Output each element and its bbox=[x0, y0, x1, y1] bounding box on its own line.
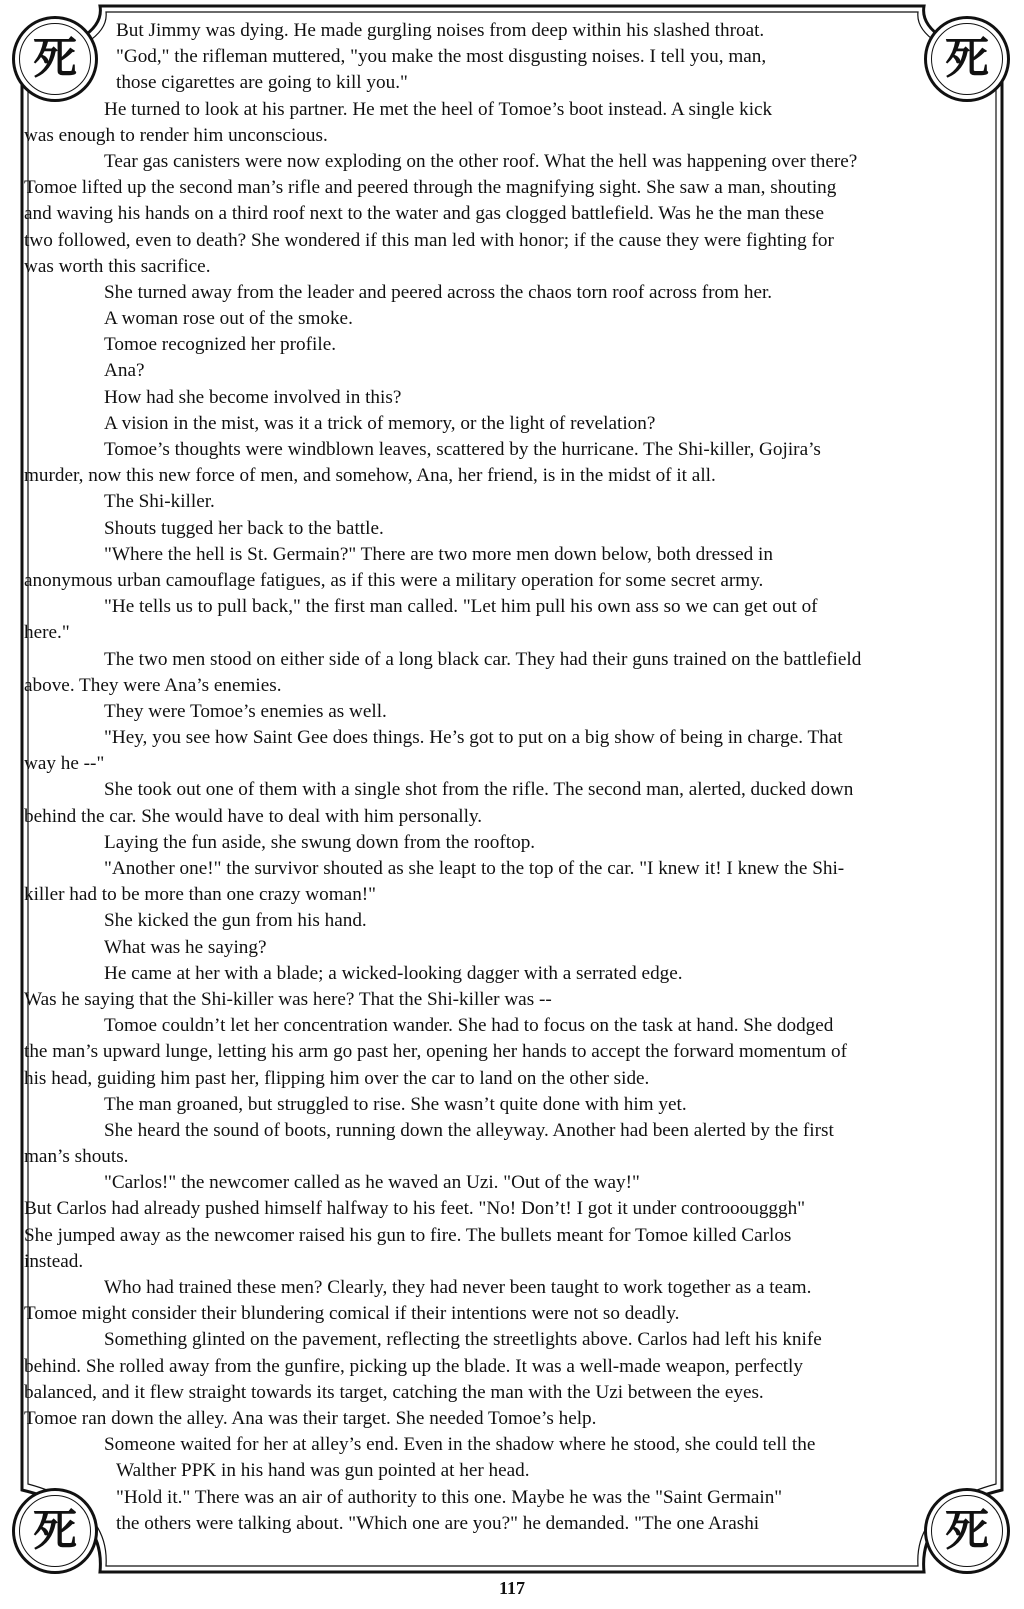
text-line: They were Tomoe’s enemies as well. bbox=[104, 700, 387, 722]
text-line: anonymous urban camouflage fatigues, as if this were a military operation for some secret army. bbox=[24, 569, 764, 591]
text-line: those cigarettes are going to kill you." bbox=[116, 72, 408, 94]
text-line: behind. She rolled away from the gunfire, picking up the blade. It was a well-made weapon, perfectly bbox=[24, 1355, 803, 1377]
death-kanji-icon: 死 bbox=[945, 1505, 989, 1556]
text-line: Tomoe’s thoughts were windblown leaves, scattered by the hurricane. The Shi-killer, Gojira’s bbox=[104, 439, 821, 460]
death-kanji-icon: 死 bbox=[945, 33, 989, 84]
text-line: man’s shouts. bbox=[24, 1146, 129, 1168]
text-line: She took out one of them with a single shot from the rifle. The second man, alerted, ducked down bbox=[104, 779, 854, 801]
text-line: He came at her with a blade; a wicked-looking dagger with a serrated edge. bbox=[104, 962, 683, 984]
story-text bbox=[24, 18, 990, 1537]
text-line: He turned to look at his partner. He met the heel of Tomoe’s boot instead. A single kick bbox=[104, 98, 773, 120]
text-line: A vision in the mist, was it a trick of memory, or the light of revelation? bbox=[104, 412, 656, 434]
text-line: "Carlos!" the newcomer called as he waved an Uzi. "Out of the way!" bbox=[104, 1172, 640, 1194]
text-line: The two men stood on either side of a long black car. They had their guns trained on the battlefield bbox=[104, 648, 862, 670]
text-line: But Carlos had already pushed himself halfway to his feet. "No! Don’t! I got it under controoougggh" bbox=[24, 1198, 806, 1220]
text-line: behind the car. She would have to deal with him personally. bbox=[24, 805, 483, 827]
text-line: Something glinted on the pavement, reflecting the streetlights above. Carlos had left his knife bbox=[104, 1329, 822, 1351]
text-line: killer had to be more than one crazy woman!" bbox=[24, 884, 377, 906]
text-line: "Another one!" the survivor shouted as she leapt to the top of the car. "I knew it! I knew the Shi- bbox=[104, 858, 845, 879]
text-line: Tomoe couldn’t let her concentration wander. She had to focus on the task at hand. She dodged bbox=[104, 1015, 834, 1037]
text-line: Tomoe lifted up the second man’s rifle and peered through the magnifying sight. She saw a man, shouting bbox=[24, 177, 837, 199]
text-line: the others were talking about. "Which one are you?" he demanded. "The one Arashi bbox=[116, 1512, 760, 1534]
text-line: Was he saying that the Shi-killer was here? That the Shi-killer was -- bbox=[24, 988, 552, 1010]
text-line: Shouts tugged her back to the battle. bbox=[104, 517, 384, 539]
text-line: She kicked the gun from his hand. bbox=[104, 910, 367, 932]
text-line: "Where the hell is St. Germain?" There are two more men down below, both dressed in bbox=[104, 543, 773, 565]
text-line: Tomoe might consider their blundering comical if their intentions were not so deadly. bbox=[24, 1303, 680, 1325]
text-line: She heard the sound of boots, running down the alleyway. Another had been alerted by the first bbox=[104, 1119, 834, 1141]
text-line: was enough to render him unconscious. bbox=[24, 124, 328, 146]
text-line: Ana? bbox=[104, 360, 145, 382]
text-line: The Shi-killer. bbox=[104, 491, 215, 513]
page-number: 117 bbox=[498, 1578, 525, 1598]
text-line: "He tells us to pull back," the first man called. "Let him pull his own ass so we can get out of bbox=[104, 596, 818, 618]
text-line: Who had trained these men? Clearly, they had never been taught to work together as a team. bbox=[104, 1277, 812, 1298]
text-line: above. They were Ana’s enemies. bbox=[24, 674, 282, 696]
text-line: Walther PPK in his hand was gun pointed at her head. bbox=[116, 1460, 530, 1482]
text-line: She jumped away as the newcomer raised his gun to fire. The bullets meant for Tomoe killed Carlos bbox=[24, 1224, 792, 1246]
text-line: was worth this sacrifice. bbox=[24, 255, 211, 277]
text-line: She turned away from the leader and peered across the chaos torn roof across from her. bbox=[104, 281, 773, 303]
death-kanji-icon: 死 bbox=[33, 33, 77, 84]
text-line: Someone waited for her at alley’s end. Even in the shadow where he stood, she could tell the bbox=[104, 1434, 816, 1456]
text-line: his head, guiding him past her, flipping him over the car to land on the other side. bbox=[24, 1067, 650, 1089]
text-line: here." bbox=[24, 622, 70, 644]
text-line: two followed, even to death? She wondered if this man led with honor; if the cause they were fighting for bbox=[24, 229, 834, 251]
text-line: Laying the fun aside, she swung down from the rooftop. bbox=[104, 831, 536, 853]
text-line: Tomoe ran down the alley. Ana was their target. She needed Tomoe’s help. bbox=[24, 1407, 597, 1429]
text-line: "Hold it." There was an air of authority to this one. Maybe he was the "Saint Germain" bbox=[116, 1486, 783, 1508]
text-line: and waving his hands on a third roof next to the water and gas clogged battlefield. Was he the man these bbox=[24, 203, 825, 225]
text-line: Tear gas canisters were now exploding on the other roof. What the hell was happening over there? bbox=[104, 150, 858, 172]
death-kanji-icon: 死 bbox=[33, 1505, 77, 1556]
text-line: "God," the rifleman muttered, "you make the most disgusting noises. I tell you, man, bbox=[116, 46, 767, 68]
text-line: How had she become involved in this? bbox=[104, 386, 402, 408]
text-line: But Jimmy was dying. He made gurgling noises from deep within his slashed throat. bbox=[116, 20, 765, 41]
text-line: The man groaned, but struggled to rise. She wasn’t quite done with him yet. bbox=[104, 1093, 687, 1115]
text-line: Tomoe recognized her profile. bbox=[104, 334, 337, 356]
text-line: balanced, and it flew straight towards its target, catching the man with the Uzi between the eyes. bbox=[24, 1381, 764, 1403]
text-line: instead. bbox=[24, 1250, 84, 1272]
text-line: murder, now this new force of men, and somehow, Ana, her friend, is in the midst of it all. bbox=[24, 465, 716, 487]
text-line: What was he saying? bbox=[104, 936, 267, 958]
text-line: A woman rose out of the smoke. bbox=[104, 308, 353, 330]
text-line: way he --" bbox=[24, 753, 105, 775]
text-line: the man’s upward lunge, letting his arm go past her, opening her hands to accept the forward momentum of bbox=[24, 1041, 848, 1063]
text-line: "Hey, you see how Saint Gee does things. He’s got to put on a big show of being in charge. That bbox=[104, 727, 843, 749]
